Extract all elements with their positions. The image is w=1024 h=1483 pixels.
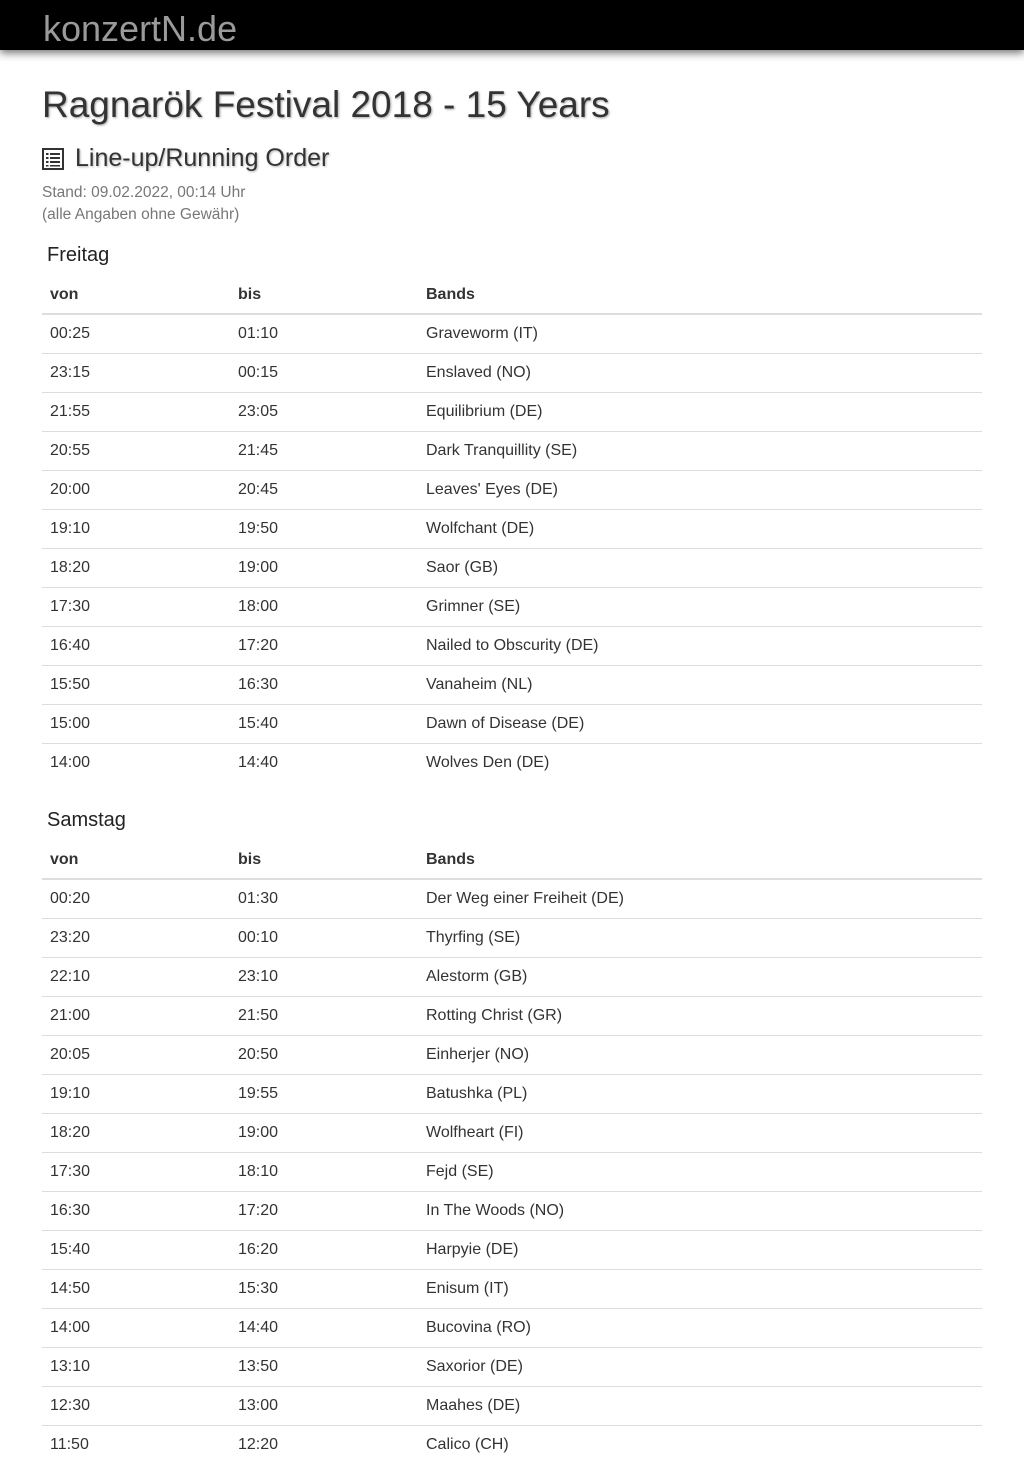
start-time: 11:50 (42, 1426, 230, 1465)
band-name: Nailed to Obscurity (DE) (418, 627, 982, 666)
start-time: 21:00 (42, 997, 230, 1036)
start-time: 00:20 (50, 890, 91, 907)
start-time: 17:30 (42, 1153, 230, 1192)
schedule-table (42, 277, 982, 782)
band-name: Graveworm (IT) (426, 325, 538, 342)
end-time: 00:15 (230, 354, 418, 393)
table-row (42, 627, 982, 666)
start-time: 19:10 (42, 1075, 230, 1114)
day-block-samstag (42, 808, 982, 1464)
end-time: 18:10 (230, 1153, 418, 1192)
start-time: 13:10 (42, 1348, 230, 1387)
end-time: 01:30 (238, 890, 279, 907)
day-block-freitag (42, 243, 982, 782)
end-time: 20:45 (230, 471, 418, 510)
end-time: 17:20 (230, 1192, 418, 1231)
end-time: 21:45 (230, 432, 418, 471)
table-row (42, 1114, 982, 1153)
updated-timestamp: Stand: 09.02.2022, 00:14 Uhr (42, 184, 246, 201)
table-row (42, 1426, 982, 1465)
schedule-table (42, 842, 982, 1464)
section-title (42, 143, 329, 173)
start-time: 18:20 (42, 549, 230, 588)
start-time: 15:00 (42, 705, 230, 744)
day-title: Freitag (47, 244, 110, 266)
band-name: Harpyie (DE) (418, 1231, 982, 1270)
band-name: Fejd (SE) (418, 1153, 982, 1192)
band-name: Vanaheim (NL) (418, 666, 982, 705)
end-time: 14:40 (230, 744, 418, 783)
band-name: Rotting Christ (GR) (418, 997, 982, 1036)
list-icon (42, 147, 64, 169)
end-time: 23:10 (230, 958, 418, 997)
table-row (42, 588, 982, 627)
band-name: Dawn of Disease (DE) (418, 705, 982, 744)
band-name: In The Woods (NO) (418, 1192, 982, 1231)
column-header-bands: Bands (418, 842, 982, 879)
band-name: Der Weg einer Freiheit (DE) (426, 890, 624, 907)
end-time: 18:00 (230, 588, 418, 627)
column-header-von: von (42, 277, 230, 314)
table-row (42, 1192, 982, 1231)
table-row (42, 1036, 982, 1075)
start-time: 22:10 (42, 958, 230, 997)
table-row (42, 1270, 982, 1309)
end-time: 16:20 (230, 1231, 418, 1270)
start-time: 19:10 (42, 510, 230, 549)
end-time: 13:50 (230, 1348, 418, 1387)
table-row (42, 314, 982, 354)
start-time: 20:00 (42, 471, 230, 510)
table-row (42, 432, 982, 471)
table-row (42, 744, 982, 783)
column-header-von: von (42, 842, 230, 879)
table-row (42, 958, 982, 997)
start-time: 14:00 (42, 744, 230, 783)
band-name: Einherjer (NO) (418, 1036, 982, 1075)
start-time: 14:50 (42, 1270, 230, 1309)
band-name: Leaves' Eyes (DE) (418, 471, 982, 510)
start-time: 20:05 (42, 1036, 230, 1075)
column-header-bis: bis (230, 277, 418, 314)
table-row (42, 1387, 982, 1426)
table-row (42, 1348, 982, 1387)
start-time: 18:20 (42, 1114, 230, 1153)
band-name: Calico (CH) (418, 1426, 982, 1465)
table-row (42, 393, 982, 432)
brand-link[interactable]: konzertN.de (43, 8, 238, 49)
start-time: 16:40 (42, 627, 230, 666)
end-time: 01:10 (238, 325, 279, 342)
start-time: 15:40 (42, 1231, 230, 1270)
table-header-row (42, 277, 982, 314)
start-time: 15:50 (42, 666, 230, 705)
band-name: Thyrfing (SE) (418, 919, 982, 958)
band-name: Bucovina (RO) (418, 1309, 982, 1348)
page-title: Ragnarök Festival 2018 - 15 Years (42, 84, 610, 125)
end-time: 23:05 (230, 393, 418, 432)
start-time: 20:55 (42, 432, 230, 471)
end-time: 15:30 (230, 1270, 418, 1309)
disclaimer: (alle Angaben ohne Gewähr) (42, 206, 240, 223)
end-time: 13:00 (230, 1387, 418, 1426)
start-time: 00:25 (50, 325, 91, 342)
band-name: Equilibrium (DE) (418, 393, 982, 432)
end-time: 21:50 (230, 997, 418, 1036)
table-row (42, 354, 982, 393)
top-navbar (0, 0, 1024, 50)
meta-info (42, 182, 245, 226)
band-name: Batushka (PL) (418, 1075, 982, 1114)
table-row (42, 666, 982, 705)
end-time: 15:40 (230, 705, 418, 744)
table-header-row (42, 842, 982, 879)
band-name: Wolfheart (FI) (418, 1114, 982, 1153)
table-row (42, 879, 982, 919)
start-time: 12:30 (42, 1387, 230, 1426)
end-time: 19:55 (230, 1075, 418, 1114)
band-name: Enslaved (NO) (418, 354, 982, 393)
end-time: 12:20 (230, 1426, 418, 1465)
table-row (42, 1231, 982, 1270)
column-header-bis: bis (230, 842, 418, 879)
band-name: Maahes (DE) (418, 1387, 982, 1426)
start-time: 16:30 (42, 1192, 230, 1231)
table-row (42, 705, 982, 744)
table-row (42, 471, 982, 510)
table-row (42, 510, 982, 549)
band-name: Dark Tranquillity (SE) (418, 432, 982, 471)
start-time: 14:00 (42, 1309, 230, 1348)
table-row (42, 997, 982, 1036)
table-row (42, 1309, 982, 1348)
day-title: Samstag (47, 809, 126, 831)
end-time: 14:40 (230, 1309, 418, 1348)
start-time: 23:20 (42, 919, 230, 958)
column-header-bands: Bands (418, 277, 982, 314)
band-name: Grimner (SE) (418, 588, 982, 627)
table-row (42, 919, 982, 958)
end-time: 20:50 (230, 1036, 418, 1075)
end-time: 16:30 (230, 666, 418, 705)
table-row (42, 1153, 982, 1192)
end-time: 19:00 (230, 549, 418, 588)
end-time: 19:00 (230, 1114, 418, 1153)
table-row (42, 1075, 982, 1114)
band-name: Saxorior (DE) (418, 1348, 982, 1387)
start-time: 23:15 (42, 354, 230, 393)
start-time: 21:55 (42, 393, 230, 432)
section-title-text: Line-up/Running Order (75, 144, 330, 172)
band-name: Wolves Den (DE) (418, 744, 982, 783)
end-time: 17:20 (230, 627, 418, 666)
band-name: Alestorm (GB) (418, 958, 982, 997)
table-row (42, 549, 982, 588)
band-name: Enisum (IT) (418, 1270, 982, 1309)
band-name: Saor (GB) (418, 549, 982, 588)
end-time: 19:50 (230, 510, 418, 549)
end-time: 00:10 (230, 919, 418, 958)
band-name: Wolfchant (DE) (418, 510, 982, 549)
start-time: 17:30 (42, 588, 230, 627)
